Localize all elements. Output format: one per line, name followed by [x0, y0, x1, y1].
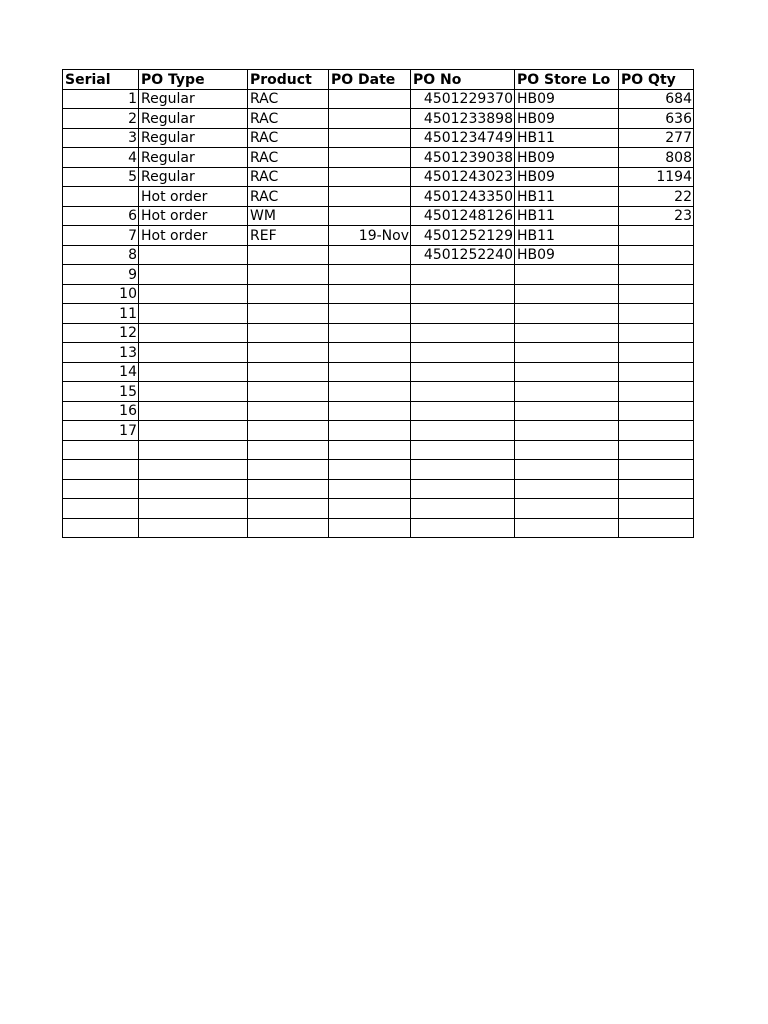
cell-po-date[interactable]: 19-Nov	[329, 226, 411, 246]
cell-serial[interactable]: 7	[63, 226, 139, 246]
cell-po-type[interactable]	[139, 343, 248, 363]
cell-po-type[interactable]	[139, 440, 248, 460]
cell-po-no[interactable]: 4501252129	[411, 226, 515, 246]
table-row	[63, 187, 694, 207]
cell-po-qty[interactable]	[619, 460, 694, 480]
cell-po-store-location[interactable]: HB11	[515, 226, 619, 246]
table-row	[63, 460, 694, 480]
cell-product[interactable]	[248, 499, 329, 519]
cell-serial[interactable]: 11	[63, 304, 139, 324]
cell-po-store-location[interactable]	[515, 479, 619, 499]
cell-po-no[interactable]	[411, 421, 515, 441]
cell-po-no[interactable]: 4501243023	[411, 167, 515, 187]
cell-po-store-location[interactable]	[515, 265, 619, 285]
cell-po-no[interactable]	[411, 460, 515, 480]
cell-po-no[interactable]: 4501248126	[411, 206, 515, 226]
cell-po-no[interactable]: 4501234749	[411, 128, 515, 148]
table-row	[63, 265, 694, 285]
cell-serial[interactable]: 16	[63, 401, 139, 421]
cell-serial[interactable]: 2	[63, 109, 139, 129]
cell-po-date[interactable]	[329, 518, 411, 538]
cell-product[interactable]: RAC	[248, 128, 329, 148]
cell-po-qty[interactable]: 636	[619, 109, 694, 129]
cell-po-date[interactable]	[329, 245, 411, 265]
cell-po-date[interactable]	[329, 304, 411, 324]
table-row	[63, 245, 694, 265]
cell-po-date[interactable]	[329, 148, 411, 168]
cell-po-type[interactable]	[139, 479, 248, 499]
cell-po-no[interactable]	[411, 499, 515, 519]
cell-po-type[interactable]	[139, 382, 248, 402]
cell-serial[interactable]	[63, 518, 139, 538]
cell-po-no[interactable]	[411, 518, 515, 538]
cell-product[interactable]	[248, 401, 329, 421]
cell-po-type[interactable]: Hot order	[139, 206, 248, 226]
cell-product[interactable]	[248, 362, 329, 382]
cell-po-store-location[interactable]	[515, 343, 619, 363]
cell-serial[interactable]	[63, 479, 139, 499]
cell-product[interactable]	[248, 304, 329, 324]
cell-po-qty[interactable]	[619, 479, 694, 499]
table-row	[63, 206, 694, 226]
table-row	[63, 323, 694, 343]
cell-product[interactable]: RAC	[248, 109, 329, 129]
cell-po-store-location[interactable]: HB11	[515, 128, 619, 148]
cell-product[interactable]	[248, 518, 329, 538]
cell-serial[interactable]: 14	[63, 362, 139, 382]
cell-po-date[interactable]	[329, 479, 411, 499]
header-po-date: PO Date	[329, 70, 411, 90]
table-row	[63, 89, 694, 109]
cell-product[interactable]	[248, 343, 329, 363]
cell-serial[interactable]: 6	[63, 206, 139, 226]
cell-po-date[interactable]	[329, 401, 411, 421]
cell-po-store-location[interactable]	[515, 284, 619, 304]
header-po-store-location: PO Store Lo	[515, 70, 619, 90]
cell-product[interactable]	[248, 245, 329, 265]
cell-po-qty[interactable]	[619, 284, 694, 304]
cell-po-store-location[interactable]	[515, 304, 619, 324]
cell-po-qty[interactable]	[619, 382, 694, 402]
cell-po-type[interactable]: Regular	[139, 148, 248, 168]
cell-product[interactable]	[248, 265, 329, 285]
po-table	[62, 69, 694, 538]
cell-product[interactable]	[248, 382, 329, 402]
cell-po-no[interactable]: 4501229370	[411, 89, 515, 109]
cell-po-qty[interactable]: 277	[619, 128, 694, 148]
cell-po-qty[interactable]	[619, 440, 694, 460]
cell-po-qty[interactable]	[619, 265, 694, 285]
cell-po-type[interactable]	[139, 518, 248, 538]
cell-serial[interactable]: 5	[63, 167, 139, 187]
cell-po-type[interactable]: Regular	[139, 109, 248, 129]
cell-serial[interactable]: 15	[63, 382, 139, 402]
cell-po-qty[interactable]	[619, 245, 694, 265]
cell-po-type[interactable]: Regular	[139, 128, 248, 148]
cell-serial[interactable]: 13	[63, 343, 139, 363]
cell-serial[interactable]: 3	[63, 128, 139, 148]
table-row	[63, 343, 694, 363]
cell-po-date[interactable]	[329, 89, 411, 109]
cell-po-type[interactable]	[139, 421, 248, 441]
cell-po-qty[interactable]	[619, 323, 694, 343]
cell-po-date[interactable]	[329, 187, 411, 207]
cell-product[interactable]: RAC	[248, 89, 329, 109]
cell-po-no[interactable]	[411, 265, 515, 285]
cell-po-store-location[interactable]	[515, 382, 619, 402]
table-row	[63, 284, 694, 304]
table-row	[63, 109, 694, 129]
cell-serial[interactable]: 17	[63, 421, 139, 441]
cell-po-date[interactable]	[329, 206, 411, 226]
cell-po-qty[interactable]	[619, 226, 694, 246]
cell-po-store-location[interactable]	[515, 362, 619, 382]
cell-product[interactable]: WM	[248, 206, 329, 226]
cell-po-store-location[interactable]	[515, 440, 619, 460]
cell-po-no[interactable]	[411, 304, 515, 324]
header-serial: Serial	[63, 70, 139, 90]
table-row	[63, 440, 694, 460]
cell-po-no[interactable]	[411, 343, 515, 363]
header-po-no: PO No	[411, 70, 515, 90]
cell-po-no[interactable]	[411, 284, 515, 304]
cell-po-date[interactable]	[329, 284, 411, 304]
cell-po-no[interactable]: 4501233898	[411, 109, 515, 129]
cell-po-type[interactable]: Regular	[139, 167, 248, 187]
table-row	[63, 304, 694, 324]
cell-po-date[interactable]	[329, 323, 411, 343]
header-row	[63, 70, 694, 90]
table-row	[63, 401, 694, 421]
cell-po-qty[interactable]: 808	[619, 148, 694, 168]
cell-po-type[interactable]	[139, 401, 248, 421]
cell-po-qty[interactable]: 23	[619, 206, 694, 226]
cell-serial[interactable]	[63, 440, 139, 460]
cell-po-type[interactable]	[139, 460, 248, 480]
cell-product[interactable]	[248, 440, 329, 460]
cell-po-qty[interactable]	[619, 499, 694, 519]
table-row	[63, 479, 694, 499]
table-row	[63, 167, 694, 187]
cell-product[interactable]	[248, 323, 329, 343]
cell-po-no[interactable]	[411, 382, 515, 402]
cell-po-store-location[interactable]: HB11	[515, 187, 619, 207]
cell-serial[interactable]	[63, 460, 139, 480]
cell-serial[interactable]: 12	[63, 323, 139, 343]
cell-po-type[interactable]	[139, 265, 248, 285]
cell-po-type[interactable]: Hot order	[139, 187, 248, 207]
cell-po-qty[interactable]	[619, 362, 694, 382]
cell-serial[interactable]: 10	[63, 284, 139, 304]
cell-po-date[interactable]	[329, 128, 411, 148]
header-po-qty: PO Qty	[619, 70, 694, 90]
cell-product[interactable]	[248, 460, 329, 480]
cell-product[interactable]: RAC	[248, 148, 329, 168]
cell-po-no[interactable]	[411, 362, 515, 382]
table-row	[63, 382, 694, 402]
cell-product[interactable]: RAC	[248, 167, 329, 187]
cell-po-store-location[interactable]	[515, 460, 619, 480]
table-row	[63, 518, 694, 538]
cell-po-date[interactable]	[329, 440, 411, 460]
cell-po-qty[interactable]	[619, 304, 694, 324]
cell-serial[interactable]: 1	[63, 89, 139, 109]
cell-po-store-location[interactable]	[515, 401, 619, 421]
table-row	[63, 148, 694, 168]
header-po-type: PO Type	[139, 70, 248, 90]
cell-product[interactable]	[248, 421, 329, 441]
table-row	[63, 226, 694, 246]
cell-po-type[interactable]: Regular	[139, 89, 248, 109]
cell-po-store-location[interactable]: HB11	[515, 206, 619, 226]
cell-po-date[interactable]	[329, 460, 411, 480]
cell-po-store-location[interactable]: HB09	[515, 167, 619, 187]
cell-po-date[interactable]	[329, 167, 411, 187]
cell-po-no[interactable]	[411, 479, 515, 499]
cell-product[interactable]	[248, 479, 329, 499]
cell-po-date[interactable]	[329, 109, 411, 129]
cell-po-no[interactable]	[411, 440, 515, 460]
cell-product[interactable]: REF	[248, 226, 329, 246]
cell-po-no[interactable]: 4501252240	[411, 245, 515, 265]
cell-serial[interactable]: 4	[63, 148, 139, 168]
cell-po-qty[interactable]	[619, 518, 694, 538]
table-row	[63, 362, 694, 382]
cell-po-date[interactable]	[329, 343, 411, 363]
cell-po-no[interactable]	[411, 323, 515, 343]
cell-po-type[interactable]: Hot order	[139, 226, 248, 246]
cell-po-qty[interactable]: 22	[619, 187, 694, 207]
cell-po-store-location[interactable]	[515, 499, 619, 519]
cell-po-date[interactable]	[329, 499, 411, 519]
cell-serial[interactable]	[63, 187, 139, 207]
cell-po-type[interactable]	[139, 323, 248, 343]
cell-po-type[interactable]	[139, 362, 248, 382]
cell-po-qty[interactable]: 684	[619, 89, 694, 109]
cell-product[interactable]	[248, 284, 329, 304]
cell-po-qty[interactable]	[619, 401, 694, 421]
cell-po-date[interactable]	[329, 362, 411, 382]
cell-po-type[interactable]	[139, 284, 248, 304]
cell-po-store-location[interactable]	[515, 323, 619, 343]
table-row	[63, 499, 694, 519]
table-body	[63, 89, 694, 538]
cell-po-no[interactable]: 4501239038	[411, 148, 515, 168]
cell-po-store-location[interactable]	[515, 518, 619, 538]
cell-po-no[interactable]	[411, 401, 515, 421]
cell-product[interactable]: RAC	[248, 187, 329, 207]
table-row	[63, 128, 694, 148]
cell-serial[interactable]	[63, 499, 139, 519]
cell-po-store-location[interactable]: HB09	[515, 148, 619, 168]
cell-po-store-location[interactable]	[515, 421, 619, 441]
cell-po-store-location[interactable]: HB09	[515, 109, 619, 129]
cell-po-qty[interactable]	[619, 343, 694, 363]
header-product: Product	[248, 70, 329, 90]
cell-po-qty[interactable]: 1194	[619, 167, 694, 187]
cell-po-date[interactable]	[329, 265, 411, 285]
table-row	[63, 421, 694, 441]
cell-serial[interactable]: 8	[63, 245, 139, 265]
cell-po-date[interactable]	[329, 421, 411, 441]
cell-po-store-location[interactable]: HB09	[515, 89, 619, 109]
cell-serial[interactable]: 9	[63, 265, 139, 285]
cell-po-no[interactable]: 4501243350	[411, 187, 515, 207]
cell-po-type[interactable]	[139, 245, 248, 265]
cell-po-type[interactable]	[139, 499, 248, 519]
cell-po-type[interactable]	[139, 304, 248, 324]
cell-po-store-location[interactable]: HB09	[515, 245, 619, 265]
cell-po-date[interactable]	[329, 382, 411, 402]
cell-po-qty[interactable]	[619, 421, 694, 441]
